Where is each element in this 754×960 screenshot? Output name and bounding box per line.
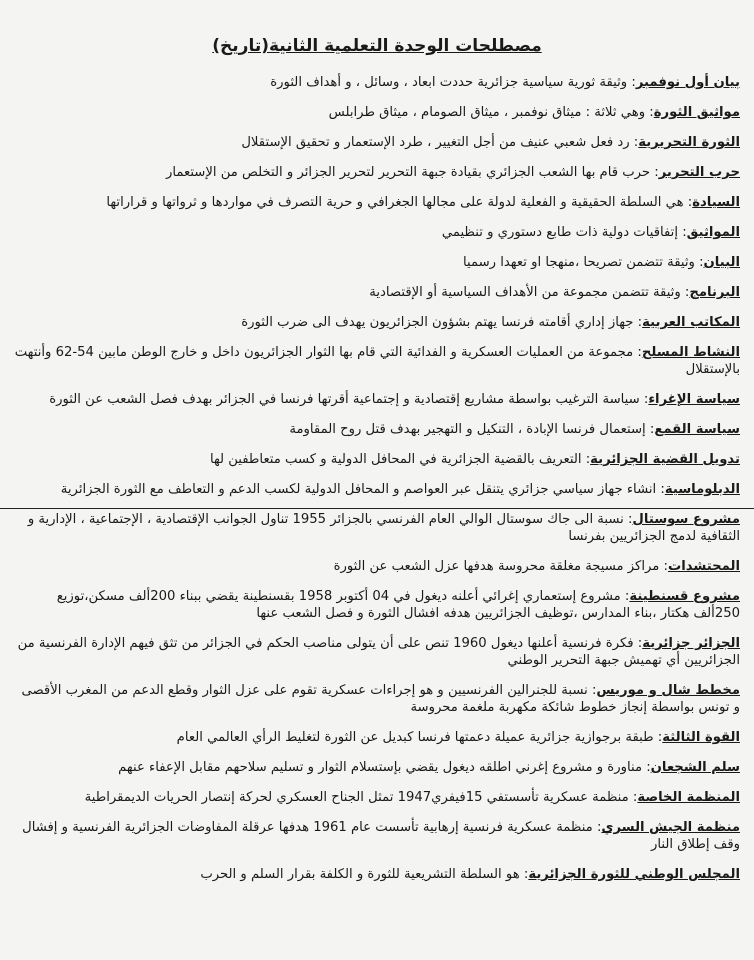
term-definition: منظمة عسكرية تأسستفي 15فيفري1947 تمثل الجناح العسكري لحركة إنتصار الحريات الديمقراطية [84, 790, 629, 805]
term-definition: فكرة فرنسية أعلنها ديغول 1960 تنص على أن يتولى مناصب الحكم في الجزائر من تثق فيهم الإدارة الفرنسية من الجزائريين أي تهميش جبهة التحرير الوطني [17, 636, 740, 668]
term-definition: إتفاقيات دولية ذات طابع دستوري و تنظيمي [441, 225, 679, 240]
page-fold-line [0, 508, 754, 509]
term-entry: البيان: وثيقة تتضمن تصريحا ،منهجا او تعهدا رسميا [462, 255, 740, 270]
term-definition: مشروع إستعماري إغرائي أعلنه ديغول في 04 أكتوبر 1958 بقسنطينة يقضي ببناء 200ألف مسكن،توزيع 250ألف هكتار ،بناء المدارس ،توظيف الجزائريين هدفه افشال الثورة و فصل الشعب عنها [56, 589, 740, 621]
term-entry: السيادة: هي السلطة الحقيقية و الفعلية لدولة على مجالها الجغرافي و حرية التصرف في مواردها و ثرواتها و قراراتها [106, 195, 740, 210]
term-entry: مشروع قسنطينة: مشروع إستعماري إغرائي أعلنه ديغول في 04 أكتوبر 1958 بقسنطينة يقضي ببناء 200ألف مسكن،توزيع 250ألف هكتار ،بناء المدارس ،توظيف الجزائريين هدفه افشال الثورة و فصل الشعب عنها [56, 589, 740, 621]
term-label: مشروع قسنطينة [629, 589, 740, 604]
term-entry: مخطط شال و موريس: نسبة للجنرالين الفرنسيين و هو إجراءات عسكرية تقوم على عزل الثوار وقطع الدعم من المغرب الأقصى و تونس بواسطة إنجاز خطوط شائكة مكهربة ملغمة محروسة [21, 683, 740, 715]
term-entry: المجلس الوطني للثورة الجزائرية: هو السلطة التشريعية للثورة و الكلفة بقرار السلم و الحرب [200, 867, 740, 882]
term-definition: رد فعل شعبي عنيف من أجل التغيير ، طرد الإستعمار و تحقيق الإستقلال [241, 135, 630, 150]
term-label: تدويل القضية الجزائرية [590, 452, 740, 467]
term-label: المحتشدات [667, 559, 740, 574]
term-label: البيان [703, 255, 740, 270]
term-entry: مواثيق الثورة: وهي ثلاثة : ميثاق نوفمبر ، ميثاق الصومام ، ميثاق طرابلس [328, 105, 740, 120]
term-definition: مناورة و مشروع إغرني اطلقه ديغول يقضي بإستسلام الثوار و تسليم سلاحهم مقابل الإعفاء عنهم [118, 760, 643, 775]
term-definition: نسبة الى جاك سوستال الوالي العام الفرنسي بالجزائر 1955 تناول الجوانب الإقتصادية ، الإجتماعية ، الإدارية و الثقافية لدمج الجزائريين بفرنسا [27, 512, 740, 544]
term-entry: حرب التحرير: حرب قام بها الشعب الجزائري بقيادة جبهة التحرير لتحرير الجزائر و التخلص من الإستعمار [165, 165, 740, 180]
term-label: المجلس الوطني للثورة الجزائرية [528, 867, 740, 882]
term-label: الثورة التحريرية [638, 135, 740, 150]
term-label: سياسة القمع [654, 422, 740, 437]
term-label: المكاتب العربية [642, 315, 740, 330]
term-entry: المكاتب العربية: جهاز إداري أقامته فرنسا يهتم بشؤون الجزائريون يهدف الى ضرب الثورة [241, 315, 740, 330]
term-entry: الجزائر جزائرية: فكرة فرنسية أعلنها ديغول 1960 تنص على أن يتولى مناصب الحكم في الجزائر من تثق فيهم الإدارة الفرنسية من الجزائريين أي تهميش جبهة التحرير الوطني [17, 636, 740, 668]
term-definition: هي السلطة الحقيقية و الفعلية لدولة على مجالها الجغرافي و حرية التصرف في مواردها و ثرواتها و قراراتها [106, 195, 684, 210]
term-label: حرب التحرير [658, 165, 740, 180]
term-label: المواثيق [686, 225, 740, 240]
term-entry: البرنامج: وثيقة تتضمن مجموعة من الأهداف السياسية أو الإقتصادية [369, 285, 740, 300]
term-definition: جهاز إداري أقامته فرنسا يهتم بشؤون الجزائريون يهدف الى ضرب الثورة [241, 315, 634, 330]
term-label: البرنامج [689, 285, 740, 300]
term-definition: سياسة الترغيب بواسطة مشاريع إقتصادية و إجتماعية أقرتها فرنسا في الجزائر بهدف فصل الشعب عن الثورة [49, 392, 640, 407]
term-entry: بيان أول نوفمبر: وثيقة ثورية سياسية جزائرية حددت ابعاد ، وسائل ، و أهداف الثورة [270, 75, 740, 90]
term-entry: الدبلوماسية: انشاء جهاز سياسي جزائري يتنقل عبر العواصم و المحافل الدولية لكسب الدعم و التعاطف مع الثورة الجزائرية [60, 482, 740, 497]
term-label: مخطط شال و موريس [596, 683, 740, 698]
term-entry: القوة الثالثة: طبقة برجوازية جزائرية عميلة دعمتها فرنسا كبديل عن الثورة لتغليط الرأي العالمي العام [176, 730, 740, 745]
term-entry: المحتشدات: مراكز مسيجة مغلقة محروسة هدفها عزل الشعب عن الثورة [333, 559, 740, 574]
term-definition: وثيقة ثورية سياسية جزائرية حددت ابعاد ، وسائل ، و أهداف الثورة [270, 75, 628, 90]
term-label: بيان أول نوفمبر [635, 75, 740, 90]
term-label: النشاط المسلح [641, 345, 740, 360]
term-label: السيادة [692, 195, 740, 210]
term-label: الدبلوماسية [664, 482, 740, 497]
term-definition: مراكز مسيجة مغلقة محروسة هدفها عزل الشعب عن الثورة [333, 559, 660, 574]
term-label: منظمة الجيش السري [601, 820, 740, 835]
term-entry: منظمة الجيش السري: منظمة عسكرية فرنسية إرهابية تأسست عام 1961 هدفها عرقلة المفاوضات الجزائرية الفرنسية و إفشال وقف إطلاق النار [22, 820, 740, 852]
term-definition: وهي ثلاثة : ميثاق نوفمبر ، ميثاق الصومام ، ميثاق طرابلس [328, 105, 646, 120]
term-definition: التعريف بالقضية الجزائرية في المحافل الدولية و كسب متعاطفين لها [209, 452, 582, 467]
term-definition: إستعمال فرنسا الإبادة ، التنكيل و التهجير بهدف قتل روح المقاومة [289, 422, 646, 437]
term-definition: طبقة برجوازية جزائرية عميلة دعمتها فرنسا كبديل عن الثورة لتغليط الرأي العالمي العام [176, 730, 654, 745]
term-label: مشروع سوستال [632, 512, 740, 527]
term-definition: هو السلطة التشريعية للثورة و الكلفة بقرار السلم و الحرب [200, 867, 520, 882]
term-entry: سياسة الإغراء: سياسة الترغيب بواسطة مشاريع إقتصادية و إجتماعية أقرتها فرنسا في الجزائر بهدف فصل الشعب عن الثورة [49, 392, 740, 407]
term-entry: سياسة القمع: إستعمال فرنسا الإبادة ، التنكيل و التهجير بهدف قتل روح المقاومة [289, 422, 740, 437]
term-entry: مشروع سوستال: نسبة الى جاك سوستال الوالي العام الفرنسي بالجزائر 1955 تناول الجوانب الإقتصادية ، الإجتماعية ، الإدارية و الثقافية لدمج الجزائريين بفرنسا [27, 512, 740, 544]
term-label: سلم الشجعان [650, 760, 740, 775]
term-definition: حرب قام بها الشعب الجزائري بقيادة جبهة التحرير لتحرير الجزائر و التخلص من الإستعمار [165, 165, 651, 180]
term-definition: منظمة عسكرية فرنسية إرهابية تأسست عام 1961 هدفها عرقلة المفاوضات الجزائرية الفرنسية و إفشال وقف إطلاق النار [22, 820, 740, 852]
term-label: سياسة الإغراء [648, 392, 740, 407]
term-label: الجزائر جزائرية [642, 636, 740, 651]
term-entry: المواثيق: إتفاقيات دولية ذات طابع دستوري و تنظيمي [441, 225, 740, 240]
term-definition: مجموعة من العمليات العسكرية و الفدائية التي قام بها الثوار الجزائريون داخل و خارج الوطن مابين 54-62 وأنتهت بالإستقلال [14, 345, 740, 377]
page-title: مصطلحات الوحدة التعلمية الثانية(تاريخ) [212, 36, 542, 56]
term-entry: تدويل القضية الجزائرية: التعريف بالقضية الجزائرية في المحافل الدولية و كسب متعاطفين لها [209, 452, 740, 467]
term-definition: وثيقة تتضمن مجموعة من الأهداف السياسية أو الإقتصادية [369, 285, 681, 300]
term-entry: سلم الشجعان: مناورة و مشروع إغرني اطلقه ديغول يقضي بإستسلام الثوار و تسليم سلاحهم مقابل الإعفاء عنهم [118, 760, 740, 775]
term-entry: الثورة التحريرية: رد فعل شعبي عنيف من أجل التغيير ، طرد الإستعمار و تحقيق الإستقلال [241, 135, 740, 150]
term-entry: المنظمة الخاصة: منظمة عسكرية تأسستفي 15فيفري1947 تمثل الجناح العسكري لحركة إنتصار الحريات الديمقراطية [84, 790, 740, 805]
term-label: المنظمة الخاصة [637, 790, 740, 805]
term-entry: النشاط المسلح: مجموعة من العمليات العسكرية و الفدائية التي قام بها الثوار الجزائريون داخل و خارج الوطن مابين 54-62 وأنتهت بالإستقلال [14, 345, 740, 377]
term-label: القوة الثالثة [662, 730, 740, 745]
terms-list [14, 74, 740, 883]
term-definition: نسبة للجنرالين الفرنسيين و هو إجراءات عسكرية تقوم على عزل الثوار وقطع الدعم من المغرب الأقصى و تونس بواسطة إنجاز خطوط شائكة مكهربة ملغمة محروسة [21, 683, 740, 715]
term-definition: وثيقة تتضمن تصريحا ،منهجا او تعهدا رسميا [462, 255, 695, 270]
term-definition: انشاء جهاز سياسي جزائري يتنقل عبر العواصم و المحافل الدولية لكسب الدعم و التعاطف مع الثورة الجزائرية [60, 482, 657, 497]
term-label: مواثيق الثورة [653, 105, 740, 120]
